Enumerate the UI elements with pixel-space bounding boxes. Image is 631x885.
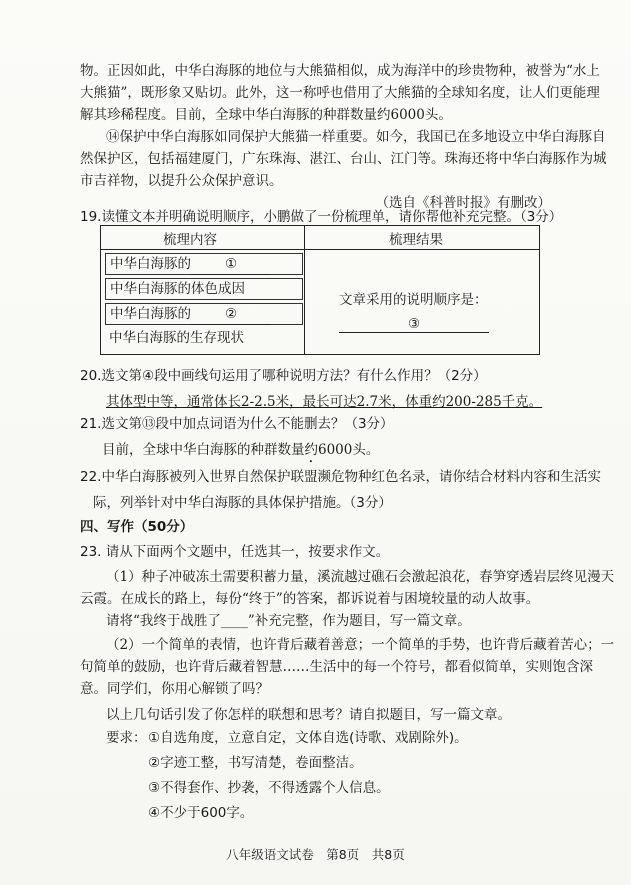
table-row: 中华白海豚的体色成因 xyxy=(105,278,303,300)
requirements-label: 要求： xyxy=(106,730,147,746)
passage-line: 大熊猫”，既形象又贴切。此外，这一称呼也借用了大熊猫的全球知名度，让人们更能理 xyxy=(80,85,600,101)
source-citation: （选自《科普时报》有删改） xyxy=(375,195,551,211)
option-1-requirement: 请将“我终于战胜了____”补充完整，作为题目，写一篇文章。 xyxy=(106,613,471,629)
answer-blank-3[interactable]: ③ xyxy=(339,316,489,333)
option-2-text: （2）一个简单的表情，也许背后藏着善意；一个简单的手势，也许背后藏着苦心；一 xyxy=(106,637,615,653)
option-2-text: 意。同学们，你用心解锁了吗？ xyxy=(80,681,269,697)
question-20-quote: 其体型中等，通常体长2-2.5米，最长可达2.7米，体重约200-285千克。 xyxy=(106,394,543,410)
passage-line: 解其珍稀程度。目前，全球中华白海豚的种群数量约6000头。 xyxy=(80,107,452,123)
outline-table xyxy=(100,225,540,355)
table-row: 中华白海豚的生存现状 xyxy=(109,330,244,346)
section-title: 四、写作（50分） xyxy=(80,519,194,535)
table-header-result: 梳理结果 xyxy=(389,232,443,248)
passage-line: 然保护区，包括福建厦门，广东珠海、湛江、台山、江门等。珠海还将中华白海豚作为城 xyxy=(80,151,607,167)
option-1-text: （1）种子冲破冻土需要积蓄力量，溪流越过礁石会激起浪花，春笋穿透岩层终见漫天 xyxy=(106,569,615,585)
result-text: 文章采用的说明顺序是： xyxy=(339,292,488,308)
question-21-quote: 目前，全球中华白海豚的种群数量约6000头。 xyxy=(102,442,380,458)
table-row: 中华白海豚的 ① xyxy=(105,253,303,275)
requirement-item: ①自选角度，立意自定，文体自选(诗歌、戏剧除外)。 xyxy=(148,730,468,746)
table-row: 中华白海豚的 ② xyxy=(105,303,303,325)
passage-line: ⑭保护中华白海豚如同保护大熊猫一样重要。如今，我国已在多地设立中华白海豚自 xyxy=(106,129,606,145)
passage-line: 物。正因如此，中华白海豚的地位与大熊猫相似，成为海洋中的珍贵物种，被誉为“水上 xyxy=(80,63,600,79)
passage-line: 市吉祥物，以提升公众保护意识。 xyxy=(80,173,283,189)
answer-blank-1[interactable]: ① xyxy=(191,254,271,275)
requirement-item: ④不少于600字。 xyxy=(148,805,254,821)
emphasized-word: 约 xyxy=(304,442,318,458)
option-2-text: 句简单的鼓励，也许背后藏着智慧……生活中的每一个符号，都看似简单，实则饱含深 xyxy=(80,659,593,675)
question-22: 际，列举针对中华白海豚的具体保护措施。（3分） xyxy=(93,495,392,511)
requirement-item: ③不得套作、抄袭，不得透露个人信息。 xyxy=(148,780,390,796)
option-1-text: 云霞。在成长的路上，每份“终于”的答案，都诉说着与困境较量的动人故事。 xyxy=(80,591,540,607)
option-2-prompt: 以上几句话引发了你怎样的联想和思考？请自拟题目，写一篇文章。 xyxy=(106,707,511,723)
page-footer: 八年级语文试卷 第8页 共8页 xyxy=(226,847,405,862)
question-20: 20.选文第④段中画线句运用了哪种说明方法？有什么作用？（2分） xyxy=(80,368,487,384)
question-22: 22.中华白海豚被列入世界自然保护联盟濒危物种红色名录，请你结合材料内容和生活实 xyxy=(80,469,601,485)
question-21: 21.选文第⑬段中加点词语为什么不能删去？（3分） xyxy=(80,416,394,432)
requirement-item: ②字迹工整，书写清楚，卷面整洁。 xyxy=(148,755,363,771)
table-header-content: 梳理内容 xyxy=(163,232,217,248)
question-19: 19.读懂文本并明确说明顺序，小鹏做了一份梳理单，请你帮他补充完整。（3分） xyxy=(80,209,563,225)
title-blank[interactable]: ____ xyxy=(220,613,248,629)
answer-blank-2[interactable]: ② xyxy=(191,304,271,325)
question-23: 23. 请从下面两个文题中，任选其一，按要求作文。 xyxy=(80,544,390,560)
